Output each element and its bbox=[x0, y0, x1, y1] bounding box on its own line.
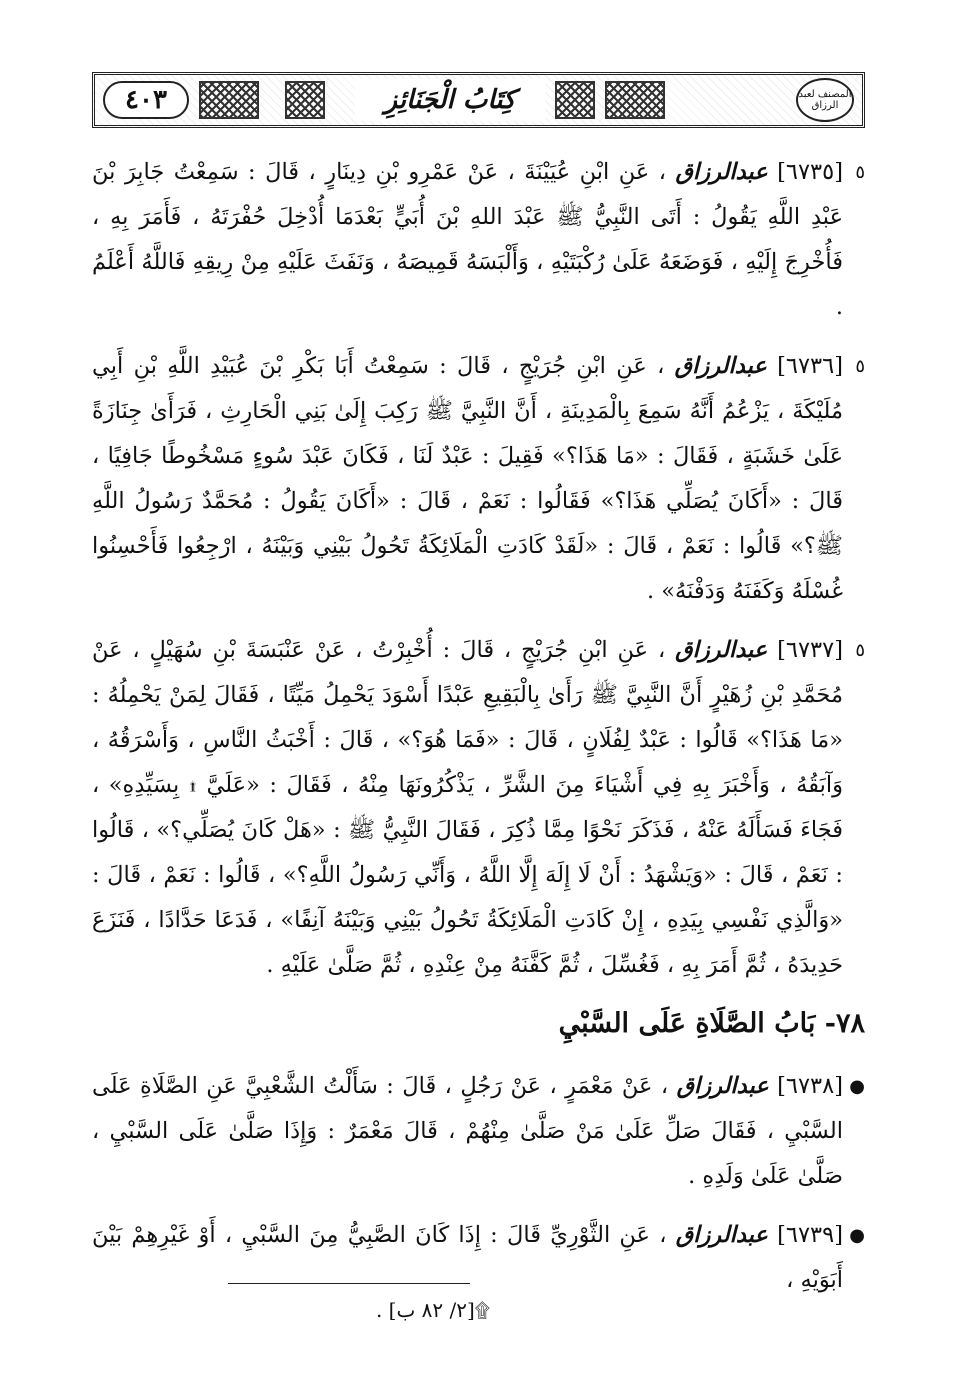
hadith-entry bbox=[92, 628, 865, 988]
narrator-name: عبدالرزاق bbox=[675, 159, 768, 185]
page-number: ٤٠٣ bbox=[103, 81, 189, 119]
hadith-text: ، عَنْ مَعْمَرٍ ، عَنْ رَجُلٍ ، قَالَ : سَأَلْتُ الشَّعْبِيَّ عَنِ الصَّلَاةِ عَلَى السَّبْيِ ، فَقَالَ صَلِّ عَلَىٰ مَنْ صَلَّىٰ مِنْهُمْ ، قَالَ مَعْمَرٌ : وَإِذَا صَلَّىٰ عَلَى السَّبْيِ ، صَلَّىٰ عَلَىٰ وَلَدِهِ . bbox=[92, 1073, 843, 1189]
narrator-name: عبدالرزاق bbox=[675, 1222, 768, 1248]
author-seal-logo: المصنف لعبد الرزاق bbox=[796, 78, 854, 122]
footnote-divider bbox=[228, 1283, 470, 1284]
hadith-entry bbox=[92, 1213, 865, 1303]
page-body bbox=[92, 150, 865, 1317]
hadith-number: [٦٧٣٥] bbox=[777, 159, 843, 185]
hadith-text: ، عَنِ ابْنِ جُرَيْجٍ ، قَالَ : أُخْبِرْتُ ، عَنْ عَنْبَسَةَ بْنِ سُهَيْلٍ ، عَنْ مُحَمَّدِ بْنِ زُهَيْرٍ أَنَّ النَّبِيَّ ﷺ رَأَىٰ بِالْبَقِيعِ عَبْدًا أَسْوَدَ يَحْمِلُ مَيِّتًا ، فَقَالَ لِمَنْ يَحْمِلُهُ : «مَا هَذَا؟» قَالُوا : عَبْدٌ لِفُلَانٍ ، قَالَ : «فَمَا هُوَ؟» ، قَالَ : أَخْبَثُ النَّاسِ ، وَأَسْرَقُهُ ، وَآبَقُهُ ، وَأَخْبَرَ بِهِ فِي أَشْيَاءَ مِنَ الشَّرِّ ، يَذْكُرُونَهَا مِنْهُ ، فَقَالَ : «عَلَيَّ ۩ بِسَيِّدِهِ» ، فَجَاءَ فَسَأَلَهُ عَنْهُ ، فَذَكَرَ نَحْوًا مِمَّا ذُكِرَ ، فَقَالَ النَّبِيُّ ﷺ : «هَلْ كَانَ يُصَلِّي؟» ، قَالُوا : نَعَمْ ، قَالَ : «وَيَشْهَدُ : أَنْ لَا إِلَهَ إِلَّا اللَّهُ ، وَأَنِّي رَسُولُ اللَّهِ؟» ، قَالُوا : نَعَمْ ، قَالَ : «وَالَّذِي نَفْسِي بِيَدِهِ ، إِنْ كَادَتِ الْمَلَائِكَةُ تَحُولُ بَيْنِي وَبَيْنَهُ آنِفًا» ، فَدَعَا حَدَّادًا ، فَنَزَعَ حَدِيدَهُ ، ثُمَّ أَمَرَ بِهِ ، فَغُسِّلَ ، ثُمَّ كَفَّنَهُ مِنْ عِنْدِهِ ، ثُمَّ صَلَّىٰ عَلَيْهِ . bbox=[92, 637, 843, 978]
hadith-marker: ● bbox=[849, 1076, 865, 1097]
hadith-text: ، عَنِ الثَّوْرِيِّ قَالَ : إِذَا كَانَ الصَّبِيُّ مِنَ السَّبْيِ ، أَوْ غَيْرِهِمْ بَيْنَ أَبَوَيْهِ ، bbox=[92, 1222, 843, 1293]
hadith-marker: ٥ bbox=[855, 356, 865, 377]
hadith-entry bbox=[92, 150, 865, 330]
hadith-entry bbox=[92, 1064, 865, 1199]
ornament-band bbox=[285, 81, 325, 119]
hadith-text: ، عَنِ ابْنِ عُيَيْنَةَ ، عَنْ عَمْرِو بْنِ دِينَارٍ ، قَالَ : سَمِعْتُ جَابِرَ بْنَ عَبْدِ اللَّهِ يَقُولُ : أَتَى النَّبِيُّ ﷺ عَبْدَ اللهِ بْنَ أُبَيٍّ بَعْدَمَا أُدْخِلَ حُفْرَتَهُ ، فَأَمَرَ بِهِ ، فَأُخْرِجَ إِلَيْهِ ، فَوَضَعَهُ عَلَىٰ رُكْبَتَيْهِ ، وَأَلْبَسَهُ قَمِيصَهُ ، وَنَفَثَ عَلَيْهِ مِنْ رِيقِهِ فَاللَّهُ أَعْلَمُ . bbox=[92, 159, 843, 320]
hadith-marker: ٥ bbox=[855, 640, 865, 661]
page-header bbox=[92, 72, 865, 128]
narrator-name: عبدالرزاق bbox=[675, 637, 768, 663]
book-title: كِتَابُ الْجَنَائِزِ bbox=[355, 79, 545, 121]
ornament-band bbox=[605, 81, 665, 119]
hadith-text: ، عَنِ ابْنِ جُرَيْجٍ ، قَالَ : سَمِعْتُ أَبَا بَكْرِ بْنَ عُبَيْدِ اللَّهِ بْنِ أَبِي مُلَيْكَةَ ، يَزْعُمُ أَنَّهُ سَمِعَ بِالْمَدِينَةِ ، أَنَّ النَّبِيَّ ﷺ رَكِبَ إِلَىٰ بَنِي الْحَارِثِ ، فَرَأَىٰ جِنَازَةً عَلَىٰ خَشَبَةٍ ، فَقَالَ : «مَا هَذَا؟» فَقِيلَ : عَبْدٌ لَنَا ، فَكَانَ عَبْدَ سُوءٍ مَسْخُوطًا جَافِيًا ، قَالَ : «أَكَانَ يُصَلِّي هَذَا؟» فَقَالُوا : نَعَمْ ، قَالَ : «أَكَانَ يَقُولُ : مُحَمَّدٌ رَسُولُ اللَّهِ ﷺ؟» قَالُوا : نَعَمْ ، قَالَ : «لَقَدْ كَادَتِ الْمَلَائِكَةُ تَحُولُ بَيْنِي وَبَيْنَهُ ، ارْجِعُوا فَأَحْسِنُوا غُسْلَهُ وَكَفَنَهُ وَدَفْنَهُ» . bbox=[92, 353, 843, 604]
footnote: ۩[٢/ ٨٢ ب] . bbox=[375, 1298, 490, 1322]
hadith-entry bbox=[92, 344, 865, 614]
hadith-number: [٦٧٣٩] bbox=[777, 1222, 844, 1248]
ornament-band bbox=[199, 81, 259, 119]
hadith-number: [٦٧٣٧] bbox=[777, 637, 844, 663]
hadith-marker: ٥ bbox=[855, 162, 865, 183]
ornament-band bbox=[555, 81, 595, 119]
narrator-name: عبدالرزاق bbox=[676, 1073, 769, 1099]
hadith-marker: ● bbox=[849, 1225, 865, 1246]
hadith-number: [٦٧٣٨] bbox=[777, 1073, 844, 1099]
narrator-name: عبدالرزاق bbox=[674, 353, 767, 379]
section-heading: ٧٨- بَابُ الصَّلَاةِ عَلَى السَّبْيِ bbox=[558, 1008, 865, 1039]
hadith-number: [٦٧٣٦] bbox=[777, 353, 844, 379]
